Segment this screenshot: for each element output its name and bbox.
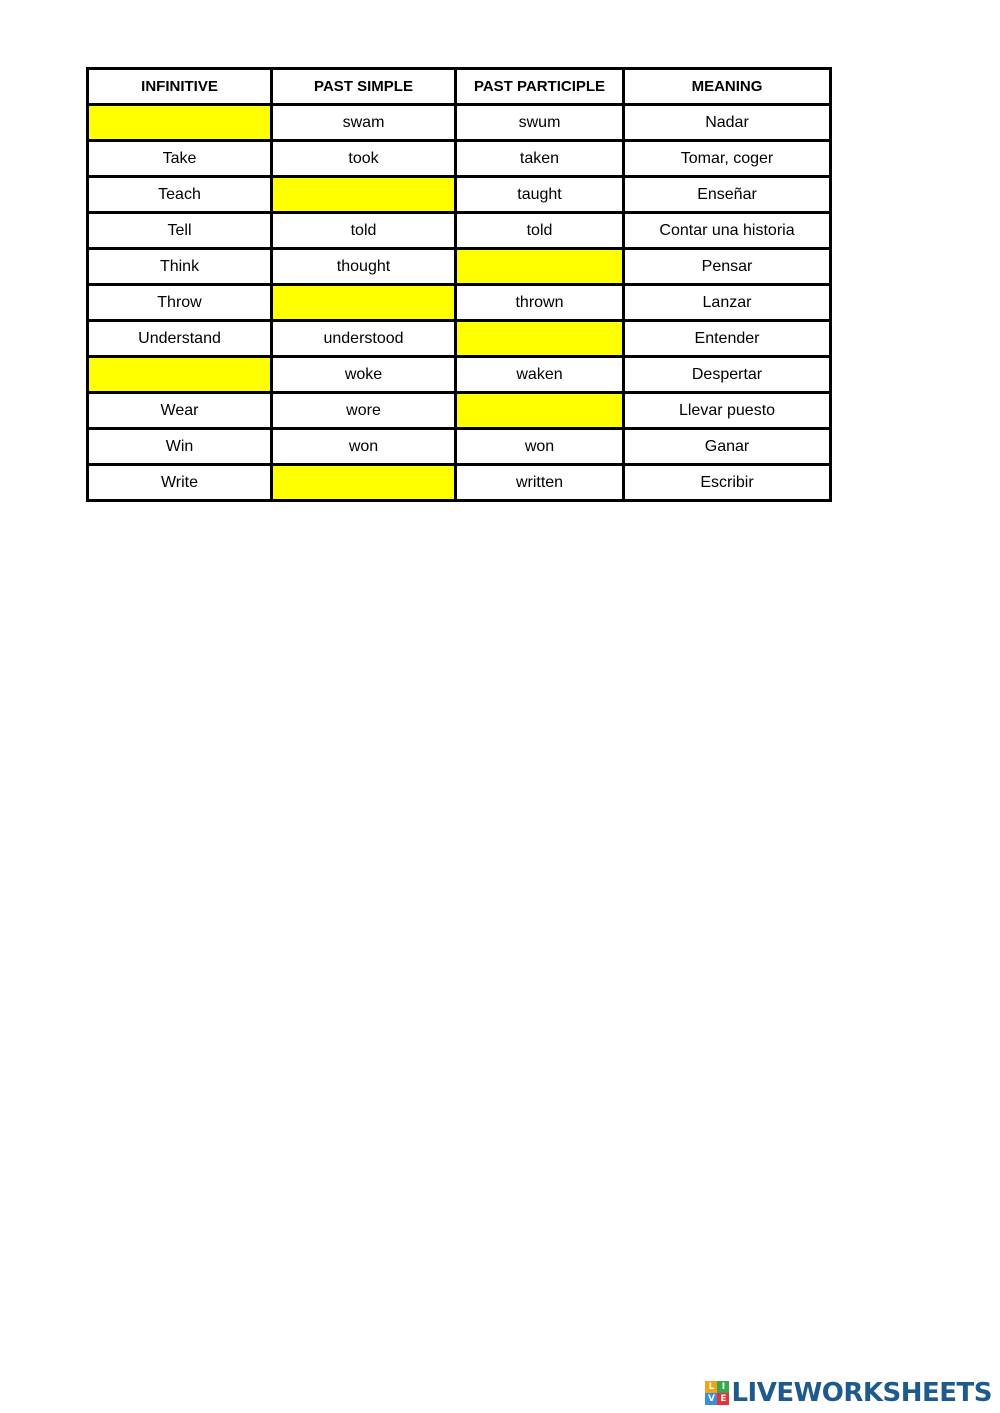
cell-infinitive: Win [88, 429, 272, 465]
logo-letter: E [717, 1393, 729, 1405]
cell-past-simple: wore [272, 393, 456, 429]
table-body [88, 105, 831, 501]
irregular-verbs-table [86, 67, 832, 502]
answer-field-infinitive[interactable] [88, 105, 272, 141]
answer-field-past-simple[interactable] [272, 465, 456, 501]
cell-past-participle: swum [456, 105, 624, 141]
liveworksheets-logo-icon [705, 1381, 729, 1405]
header-past-simple: PAST SIMPLE [272, 69, 456, 105]
cell-meaning: Tomar, coger [624, 141, 831, 177]
answer-field-past-participle[interactable] [456, 249, 624, 285]
answer-field-past-participle[interactable] [456, 393, 624, 429]
cell-meaning: Escribir [624, 465, 831, 501]
logo-letter: V [705, 1393, 717, 1405]
table-row [88, 141, 831, 177]
cell-meaning: Llevar puesto [624, 393, 831, 429]
table-row [88, 285, 831, 321]
cell-infinitive: Think [88, 249, 272, 285]
cell-past-simple: understood [272, 321, 456, 357]
answer-field-past-simple[interactable] [272, 285, 456, 321]
cell-past-simple: told [272, 213, 456, 249]
table-row [88, 177, 831, 213]
cell-infinitive: Wear [88, 393, 272, 429]
answer-field-infinitive[interactable] [88, 357, 272, 393]
cell-meaning: Despertar [624, 357, 831, 393]
cell-meaning: Entender [624, 321, 831, 357]
header-past-participle: PAST PARTICIPLE [456, 69, 624, 105]
table-row [88, 357, 831, 393]
cell-past-simple: woke [272, 357, 456, 393]
answer-field-past-participle[interactable] [456, 321, 624, 357]
header-infinitive: INFINITIVE [88, 69, 272, 105]
cell-past-participle: waken [456, 357, 624, 393]
cell-past-participle: told [456, 213, 624, 249]
cell-meaning: Nadar [624, 105, 831, 141]
cell-infinitive: Take [88, 141, 272, 177]
table-row [88, 213, 831, 249]
cell-past-simple: won [272, 429, 456, 465]
table-row [88, 393, 831, 429]
cell-meaning: Pensar [624, 249, 831, 285]
cell-meaning: Lanzar [624, 285, 831, 321]
cell-past-participle: thrown [456, 285, 624, 321]
table-row [88, 429, 831, 465]
cell-past-participle: won [456, 429, 624, 465]
cell-infinitive: Write [88, 465, 272, 501]
table-row [88, 249, 831, 285]
answer-field-past-simple[interactable] [272, 177, 456, 213]
header-row [88, 69, 831, 105]
cell-infinitive: Understand [88, 321, 272, 357]
cell-infinitive: Tell [88, 213, 272, 249]
cell-past-participle: taken [456, 141, 624, 177]
cell-infinitive: Throw [88, 285, 272, 321]
cell-meaning: Enseñar [624, 177, 831, 213]
cell-past-simple: took [272, 141, 456, 177]
logo-letter: L [705, 1381, 717, 1393]
cell-past-participle: written [456, 465, 624, 501]
cell-past-simple: swam [272, 105, 456, 141]
cell-infinitive: Teach [88, 177, 272, 213]
logo-letter: I [717, 1381, 729, 1393]
table-row [88, 105, 831, 141]
cell-meaning: Contar una historia [624, 213, 831, 249]
cell-past-participle: taught [456, 177, 624, 213]
table-row [88, 321, 831, 357]
header-meaning: MEANING [624, 69, 831, 105]
cell-past-simple: thought [272, 249, 456, 285]
liveworksheets-logo-text: LIVEWORKSHEETS [731, 1378, 992, 1408]
cell-meaning: Ganar [624, 429, 831, 465]
liveworksheets-logo [705, 1379, 992, 1407]
table-row [88, 465, 831, 501]
